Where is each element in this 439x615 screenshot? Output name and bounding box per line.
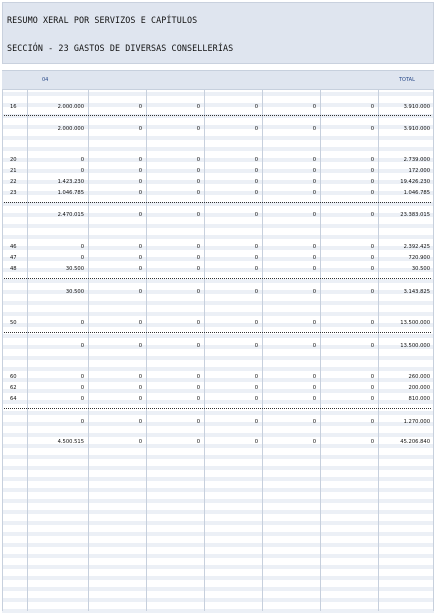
row-value-col7: 0 <box>370 385 374 391</box>
row-value-total: 172.000 <box>408 168 430 174</box>
column-divider <box>146 70 147 611</box>
row-value-col4: 0 <box>196 255 200 261</box>
row-value-col6: 0 <box>312 190 316 196</box>
row-value-col3: 0 <box>138 255 142 261</box>
row-value-col6: 0 <box>312 320 316 326</box>
column-divider <box>2 70 3 611</box>
row-value-col3: 0 <box>138 104 142 110</box>
subtotal-value-col5: 0 <box>254 289 258 295</box>
row-value-col5: 0 <box>254 244 258 250</box>
grand-total-value-col4: 0 <box>196 439 200 445</box>
row-value-04: 2.000.000 <box>57 104 84 110</box>
row-stripe <box>2 488 434 492</box>
report-title: RESUMO XERAL POR SERVIZOS E CAPÍTULOS <box>7 15 198 25</box>
row-value-col7: 0 <box>370 190 374 196</box>
row-value-total: 13.500.000 <box>400 320 430 326</box>
subtotal-value-col3: 0 <box>138 289 142 295</box>
subtotal-value-04: 0 <box>80 343 84 349</box>
subtotal-value-col6: 0 <box>312 419 316 425</box>
subtotal-value-col4: 0 <box>196 343 200 349</box>
row-value-total: 30.500 <box>411 266 430 272</box>
row-value-col4: 0 <box>196 385 200 391</box>
summary-table <box>2 70 434 611</box>
subtotal-separator <box>4 115 431 116</box>
subtotal-value-col5: 0 <box>254 126 258 132</box>
subtotal-value-col4: 0 <box>196 289 200 295</box>
row-stripe <box>2 477 434 481</box>
row-value-col6: 0 <box>312 157 316 163</box>
column-divider <box>27 70 28 611</box>
row-value-col4: 0 <box>196 244 200 250</box>
subtotal-value-col5: 0 <box>254 419 258 425</box>
row-value-total: 3.910.000 <box>403 104 430 110</box>
row-value-04: 1.423.230 <box>57 179 84 185</box>
row-stripe <box>2 411 434 415</box>
row-value-col3: 0 <box>138 168 142 174</box>
row-stripe <box>2 356 434 360</box>
row-stripe <box>2 235 434 239</box>
row-stripe <box>2 224 434 228</box>
row-value-total: 2.392.425 <box>403 244 430 250</box>
row-code: 21 <box>10 168 17 174</box>
row-value-04: 0 <box>80 320 84 326</box>
row-code: 60 <box>10 374 17 380</box>
row-value-col6: 0 <box>312 396 316 402</box>
row-value-04: 0 <box>80 374 84 380</box>
row-stripe <box>2 433 434 437</box>
subtotal-value-04: 0 <box>80 419 84 425</box>
row-value-col3: 0 <box>138 266 142 272</box>
row-value-col6: 0 <box>312 266 316 272</box>
subtotal-value-total: 3.143.825 <box>403 289 430 295</box>
row-value-total: 260.000 <box>408 374 430 380</box>
grand-total-value-total: 45.206.840 <box>400 439 430 445</box>
column-header-total: TOTAL <box>399 77 415 83</box>
column-divider <box>378 70 379 611</box>
row-stripe <box>2 334 434 338</box>
row-value-col5: 0 <box>254 320 258 326</box>
subtotal-value-col5: 0 <box>254 212 258 218</box>
column-divider <box>433 70 434 611</box>
row-value-col5: 0 <box>254 255 258 261</box>
row-code: 50 <box>10 320 17 326</box>
row-stripe <box>2 367 434 371</box>
subtotal-separator <box>4 202 431 203</box>
row-stripe <box>2 532 434 536</box>
section-title: SECCIÓN - 23 GASTOS DE DIVERSAS CONSELLERÍAS <box>7 43 234 53</box>
column-header-04: 04 <box>42 77 49 83</box>
table-header-row <box>2 70 434 90</box>
row-code: 47 <box>10 255 17 261</box>
row-value-col6: 0 <box>312 104 316 110</box>
subtotal-value-col7: 0 <box>370 289 374 295</box>
row-stripe <box>2 543 434 547</box>
subtotal-value-col3: 0 <box>138 212 142 218</box>
row-code: 16 <box>10 104 17 110</box>
subtotal-value-04: 2.470.015 <box>57 212 84 218</box>
row-value-col3: 0 <box>138 396 142 402</box>
subtotal-value-col6: 0 <box>312 289 316 295</box>
row-code: 62 <box>10 385 17 391</box>
row-value-col4: 0 <box>196 266 200 272</box>
row-code: 46 <box>10 244 17 250</box>
row-stripe <box>2 609 434 613</box>
column-divider <box>204 70 205 611</box>
row-value-col3: 0 <box>138 374 142 380</box>
row-value-04: 0 <box>80 385 84 391</box>
row-value-col4: 0 <box>196 168 200 174</box>
subtotal-value-04: 30.500 <box>65 289 84 295</box>
row-value-04: 0 <box>80 396 84 402</box>
row-code: 48 <box>10 266 17 272</box>
grand-total-value-col5: 0 <box>254 439 258 445</box>
row-value-col7: 0 <box>370 396 374 402</box>
row-value-col7: 0 <box>370 255 374 261</box>
row-value-col7: 0 <box>370 266 374 272</box>
row-value-col5: 0 <box>254 157 258 163</box>
subtotal-separator <box>4 278 431 279</box>
row-value-col5: 0 <box>254 266 258 272</box>
row-value-col3: 0 <box>138 190 142 196</box>
subtotal-value-col7: 0 <box>370 419 374 425</box>
row-value-col7: 0 <box>370 179 374 185</box>
column-divider <box>320 70 321 611</box>
row-value-col4: 0 <box>196 157 200 163</box>
row-value-col6: 0 <box>312 244 316 250</box>
row-value-04: 30.500 <box>65 266 84 272</box>
row-code: 23 <box>10 190 17 196</box>
subtotal-value-total: 13.500.000 <box>400 343 430 349</box>
row-value-col7: 0 <box>370 157 374 163</box>
subtotal-value-col7: 0 <box>370 343 374 349</box>
row-stripe <box>2 279 434 283</box>
subtotal-value-col4: 0 <box>196 126 200 132</box>
subtotal-value-total: 23.383.015 <box>400 212 430 218</box>
row-value-col3: 0 <box>138 157 142 163</box>
row-stripe <box>2 521 434 525</box>
row-value-col7: 0 <box>370 374 374 380</box>
row-stripe <box>2 301 434 305</box>
column-divider <box>88 70 89 611</box>
subtotal-value-col3: 0 <box>138 419 142 425</box>
subtotal-value-col3: 0 <box>138 126 142 132</box>
row-value-04: 0 <box>80 157 84 163</box>
row-stripe <box>2 466 434 470</box>
row-stripe <box>2 565 434 569</box>
row-value-col7: 0 <box>370 168 374 174</box>
row-stripe <box>2 510 434 514</box>
row-stripe <box>2 92 434 96</box>
row-value-col4: 0 <box>196 179 200 185</box>
row-value-col5: 0 <box>254 168 258 174</box>
grand-total-value-col6: 0 <box>312 439 316 445</box>
subtotal-value-col6: 0 <box>312 343 316 349</box>
row-stripe <box>2 598 434 602</box>
row-value-04: 0 <box>80 244 84 250</box>
row-value-col5: 0 <box>254 104 258 110</box>
subtotal-value-total: 1.270.000 <box>403 419 430 425</box>
row-value-col5: 0 <box>254 190 258 196</box>
row-stripe <box>2 136 434 140</box>
report-header <box>2 2 434 64</box>
row-stripe <box>2 554 434 558</box>
row-stripe <box>2 147 434 151</box>
subtotal-value-col7: 0 <box>370 126 374 132</box>
row-value-col4: 0 <box>196 374 200 380</box>
row-value-col3: 0 <box>138 179 142 185</box>
row-value-col5: 0 <box>254 385 258 391</box>
row-stripe <box>2 587 434 591</box>
subtotal-value-col6: 0 <box>312 212 316 218</box>
subtotal-value-col6: 0 <box>312 126 316 132</box>
subtotal-value-04: 2.000.000 <box>57 126 84 132</box>
grand-total-value-col7: 0 <box>370 439 374 445</box>
row-value-col6: 0 <box>312 168 316 174</box>
row-stripe <box>2 576 434 580</box>
row-value-total: 19.426.230 <box>400 179 430 185</box>
row-value-col6: 0 <box>312 255 316 261</box>
grand-total-value-04: 4.500.515 <box>57 439 84 445</box>
subtotal-value-col3: 0 <box>138 343 142 349</box>
row-code: 20 <box>10 157 17 163</box>
row-stripe <box>2 312 434 316</box>
column-divider <box>262 70 263 611</box>
row-stripe <box>2 455 434 459</box>
row-value-col7: 0 <box>370 320 374 326</box>
row-value-col3: 0 <box>138 244 142 250</box>
grand-total-value-col3: 0 <box>138 439 142 445</box>
row-value-total: 1.046.785 <box>403 190 430 196</box>
row-value-04: 0 <box>80 168 84 174</box>
row-value-total: 2.739.000 <box>403 157 430 163</box>
row-value-total: 200.000 <box>408 385 430 391</box>
subtotal-value-total: 3.910.000 <box>403 126 430 132</box>
row-value-col6: 0 <box>312 385 316 391</box>
subtotal-separator <box>4 408 431 409</box>
row-value-col4: 0 <box>196 190 200 196</box>
subtotal-value-col4: 0 <box>196 212 200 218</box>
row-value-col6: 0 <box>312 179 316 185</box>
row-value-col4: 0 <box>196 396 200 402</box>
row-code: 64 <box>10 396 17 402</box>
row-value-col7: 0 <box>370 244 374 250</box>
row-value-total: 720.900 <box>408 255 430 261</box>
row-value-col4: 0 <box>196 104 200 110</box>
row-value-col3: 0 <box>138 320 142 326</box>
row-stripe <box>2 499 434 503</box>
row-value-col7: 0 <box>370 104 374 110</box>
subtotal-value-col4: 0 <box>196 419 200 425</box>
row-value-total: 810.000 <box>408 396 430 402</box>
row-value-04: 0 <box>80 255 84 261</box>
row-code: 22 <box>10 179 17 185</box>
row-value-col6: 0 <box>312 374 316 380</box>
row-value-col5: 0 <box>254 374 258 380</box>
subtotal-value-col5: 0 <box>254 343 258 349</box>
row-value-04: 1.046.785 <box>57 190 84 196</box>
row-value-col5: 0 <box>254 179 258 185</box>
row-value-col4: 0 <box>196 320 200 326</box>
row-value-col3: 0 <box>138 385 142 391</box>
subtotal-value-col7: 0 <box>370 212 374 218</box>
row-value-col5: 0 <box>254 396 258 402</box>
subtotal-separator <box>4 332 431 333</box>
